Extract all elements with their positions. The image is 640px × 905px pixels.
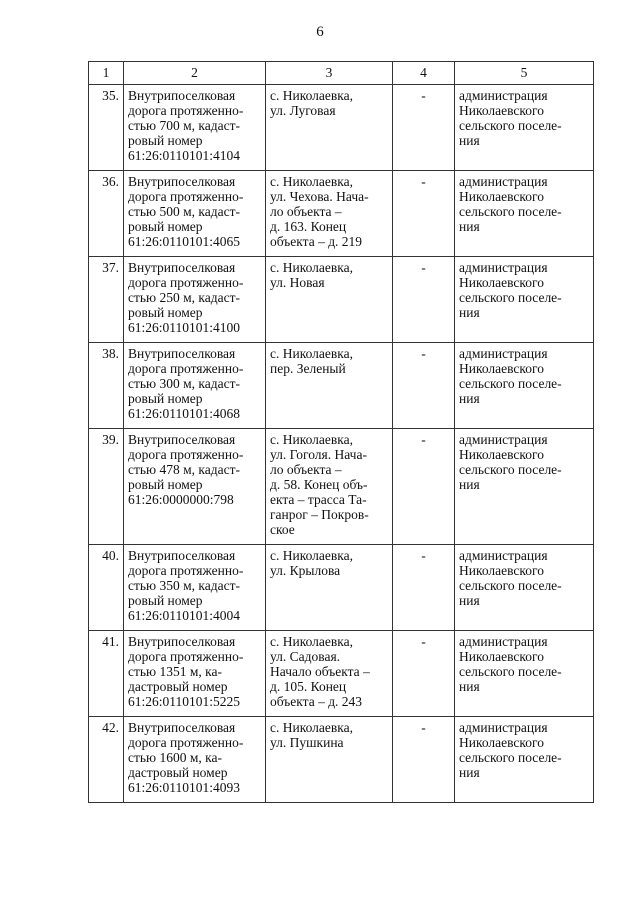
owner-cell [455, 631, 594, 717]
owner-line: Николаевского [459, 447, 545, 462]
object-name-cell [124, 545, 266, 631]
owner-line: администрация [459, 634, 548, 649]
object-name-line: Внутрипоселковая [128, 260, 236, 275]
owner-line: ния [459, 765, 480, 780]
location-line: ло объекта – [270, 204, 342, 219]
object-name-line: 61:26:0110101:4104 [128, 148, 241, 163]
table-row [89, 85, 594, 171]
owner-line: администрация [459, 260, 548, 275]
object-name-line: стью 500 м, кадаст- [128, 204, 241, 219]
object-name-line: 61:26:0110101:4004 [128, 608, 241, 623]
object-name-line: дорога протяженно- [128, 103, 244, 118]
location-line: ганрог – Покров- [270, 507, 369, 522]
owner-line: сельского поселе- [459, 290, 562, 305]
location-line: пер. Зеленый [270, 361, 346, 376]
owner-line: администрация [459, 346, 548, 361]
owner-line: ния [459, 679, 480, 694]
object-name-cell [124, 343, 266, 429]
object-name-line: Внутрипоселковая [128, 634, 236, 649]
table-row [89, 343, 594, 429]
object-name-line: дорога протяженно- [128, 189, 244, 204]
row-number: 38. [89, 343, 124, 429]
object-name-line: стью 250 м, кадаст- [128, 290, 241, 305]
owner-line: администрация [459, 720, 548, 735]
owner-line: администрация [459, 88, 548, 103]
location-line: д. 105. Конец [270, 679, 347, 694]
owner-line: сельского поселе- [459, 750, 562, 765]
header-col-1: 1 [89, 62, 124, 85]
object-name-line: Внутрипоселковая [128, 346, 236, 361]
location-line: объекта – д. 243 [270, 694, 363, 709]
col4-value: - [393, 257, 455, 343]
object-name-cell [124, 257, 266, 343]
owner-line: сельского поселе- [459, 118, 562, 133]
owner-line: администрация [459, 548, 548, 563]
row-number: 35. [89, 85, 124, 171]
object-name-line: стью 350 м, кадаст- [128, 578, 241, 593]
location-cell [266, 631, 393, 717]
owner-line: администрация [459, 432, 548, 447]
owner-line: Николаевского [459, 361, 545, 376]
location-cell [266, 343, 393, 429]
object-name-line: стью 1600 м, ка- [128, 750, 223, 765]
object-name-line: ровый номер [128, 133, 203, 148]
col4-value: - [393, 343, 455, 429]
object-name-line: 61:26:0110101:4065 [128, 234, 241, 249]
owner-line: ния [459, 219, 480, 234]
table-row [89, 631, 594, 717]
owner-cell [455, 545, 594, 631]
object-name-line: дорога протяженно- [128, 649, 244, 664]
owner-cell [455, 257, 594, 343]
location-line: ло объекта – [270, 462, 342, 477]
row-number: 41. [89, 631, 124, 717]
object-name-cell [124, 717, 266, 803]
object-name-line: стью 478 м, кадаст- [128, 462, 241, 477]
location-line: с. Николаевка, [270, 634, 353, 649]
col4-value: - [393, 717, 455, 803]
owner-line: сельского поселе- [459, 664, 562, 679]
object-name-line: Внутрипоселковая [128, 720, 236, 735]
location-line: ул. Чехова. Нача- [270, 189, 369, 204]
object-name-line: Внутрипоселковая [128, 174, 236, 189]
owner-line: ния [459, 593, 480, 608]
owner-line: ния [459, 477, 480, 492]
location-line: с. Николаевка, [270, 88, 353, 103]
header-col-2: 2 [124, 62, 266, 85]
owner-line: Николаевского [459, 735, 545, 750]
location-cell [266, 171, 393, 257]
object-name-cell [124, 171, 266, 257]
owner-line: ния [459, 305, 480, 320]
object-name-line: ровый номер [128, 477, 203, 492]
location-line: с. Николаевка, [270, 174, 353, 189]
owner-cell [455, 429, 594, 545]
header-col-3: 3 [266, 62, 393, 85]
location-line: екта – трасса Та- [270, 492, 367, 507]
object-name-line: дорога протяженно- [128, 361, 244, 376]
location-line: с. Николаевка, [270, 346, 353, 361]
object-name-line: дастровый номер [128, 679, 228, 694]
location-line: Начало объекта – [270, 664, 370, 679]
header-row [89, 62, 594, 85]
header-col-4: 4 [393, 62, 455, 85]
owner-line: сельского поселе- [459, 462, 562, 477]
location-line: с. Николаевка, [270, 720, 353, 735]
location-line: с. Николаевка, [270, 260, 353, 275]
object-name-line: ровый номер [128, 593, 203, 608]
page-number: 6 [316, 24, 324, 40]
table-row [89, 545, 594, 631]
owner-cell [455, 85, 594, 171]
object-name-line: ровый номер [128, 391, 203, 406]
object-name-line: Внутрипоселковая [128, 432, 236, 447]
owner-line: Николаевского [459, 275, 545, 290]
object-name-line: 61:26:0110101:4100 [128, 320, 241, 335]
object-name-line: дорога протяженно- [128, 735, 244, 750]
table-row [89, 171, 594, 257]
owner-line: Николаевского [459, 563, 545, 578]
location-cell [266, 257, 393, 343]
object-name-line: ровый номер [128, 305, 203, 320]
owner-line: сельского поселе- [459, 204, 562, 219]
location-line: с. Николаевка, [270, 548, 353, 563]
object-name-line: стью 1351 м, ка- [128, 664, 223, 679]
col4-value: - [393, 545, 455, 631]
table-row [89, 257, 594, 343]
owner-line: ния [459, 133, 480, 148]
row-number: 40. [89, 545, 124, 631]
object-name-line: ровый номер [128, 219, 203, 234]
location-line: ул. Пушкина [270, 735, 344, 750]
owner-line: Николаевского [459, 103, 545, 118]
location-line: ское [270, 522, 295, 537]
col4-value: - [393, 171, 455, 257]
object-name-line: дорога протяженно- [128, 275, 244, 290]
owner-cell [455, 171, 594, 257]
object-name-line: Внутрипоселковая [128, 88, 236, 103]
row-number: 42. [89, 717, 124, 803]
location-cell [266, 545, 393, 631]
location-line: с. Николаевка, [270, 432, 353, 447]
object-name-line: стью 700 м, кадаст- [128, 118, 241, 133]
owner-line: Николаевского [459, 649, 545, 664]
table-row [89, 717, 594, 803]
object-name-line: дорога протяженно- [128, 447, 244, 462]
object-name-line: 61:26:0110101:4093 [128, 780, 241, 795]
object-name-line: дастровый номер [128, 765, 228, 780]
col4-value: - [393, 429, 455, 545]
table-row [89, 429, 594, 545]
owner-cell [455, 717, 594, 803]
property-table [88, 61, 594, 803]
location-line: ул. Луговая [270, 103, 336, 118]
location-line: д. 163. Конец [270, 219, 347, 234]
object-name-line: Внутрипоселковая [128, 548, 236, 563]
owner-line: сельского поселе- [459, 376, 562, 391]
owner-line: сельского поселе- [459, 578, 562, 593]
location-line: д. 58. Конец объ- [270, 477, 368, 492]
col4-value: - [393, 85, 455, 171]
owner-cell [455, 343, 594, 429]
object-name-cell [124, 85, 266, 171]
owner-line: ния [459, 391, 480, 406]
location-line: ул. Новая [270, 275, 325, 290]
location-line: ул. Гоголя. Нача- [270, 447, 367, 462]
object-name-cell [124, 631, 266, 717]
location-cell [266, 429, 393, 545]
object-name-line: 61:26:0110101:4068 [128, 406, 241, 421]
col4-value: - [393, 631, 455, 717]
object-name-cell [124, 429, 266, 545]
location-line: ул. Крылова [270, 563, 341, 578]
location-line: ул. Садовая. [270, 649, 341, 664]
row-number: 37. [89, 257, 124, 343]
owner-line: администрация [459, 174, 548, 189]
object-name-line: 61:26:0110101:5225 [128, 694, 241, 709]
row-number: 39. [89, 429, 124, 545]
object-name-line: 61:26:0000000:798 [128, 492, 234, 507]
header-col-5: 5 [455, 62, 594, 85]
object-name-line: стью 300 м, кадаст- [128, 376, 241, 391]
location-cell [266, 717, 393, 803]
location-cell [266, 85, 393, 171]
row-number: 36. [89, 171, 124, 257]
object-name-line: дорога протяженно- [128, 563, 244, 578]
location-line: объекта – д. 219 [270, 234, 363, 249]
owner-line: Николаевского [459, 189, 545, 204]
